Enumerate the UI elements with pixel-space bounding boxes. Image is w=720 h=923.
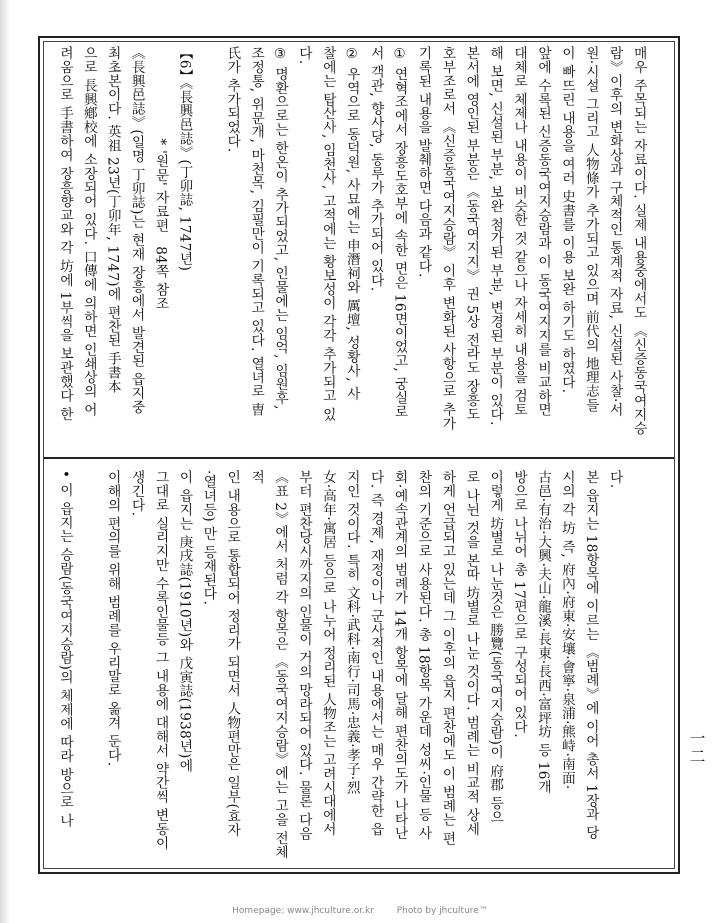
text-column: 女·高年·寓居 등으로 나누어 정리된 人物조는 고려시대에서 (319, 470, 336, 836)
text-column: 매우 주목되는 자료이다. 실제 내용중에서도 《신증동국여지승 (630, 46, 647, 436)
text-column: 이렇게 坊별로 나눈것은 勝覽(동국여지승람)이 府郡 등으 (487, 470, 504, 825)
scan-edge-shadow (0, 0, 10, 923)
text-column: 로 나뉜 것을 본따 坊별로 나눈 것이다. 범례는 비교적 상세 (463, 470, 480, 836)
text-column: 인 내용으로 통합되어 정리가 되면서 人物편만은 일부(효자 (224, 470, 241, 837)
top-text-panel (52, 46, 664, 446)
text-column: 찬의 기준으로 사용된다. 총 18항목 가운데 성씨·인물 등 사 (415, 470, 432, 840)
text-column: 앞에 수록된 신증동국여지승람과 이 동국여지지를 비교하면 (535, 46, 552, 417)
page-number: 一二 (687, 730, 706, 766)
top-vertical-text (52, 46, 650, 446)
text-column: 이 빠뜨린 내용을 여러 史書를 이용 보완 하기도 하였다. (558, 46, 575, 394)
text-column (195, 46, 219, 446)
text-column: 람》이후의 변화상과 구체적인 통계적 자료, 신설된 사찰·서 (606, 46, 623, 417)
text-column: 호부조로서 《신증동국여지승람》 이후 변화된 사항으로 추가 (439, 46, 456, 431)
text-column: 《표 2》에서 처럼 각 항목은 《동국여지승람》에는 고을 전체적 (248, 470, 289, 859)
text-column: 부터 편찬당시까지의 인물이 거의 망라되어 있다. 물론 다음 (295, 470, 312, 841)
text-column: 다. (606, 470, 623, 489)
text-column: 조정통, 위문개, 마천목, 김필만이 기록되고 있다. 열녀로 曺 (248, 46, 265, 417)
bottom-vertical-text (52, 470, 626, 866)
text-column: 다. (295, 46, 312, 65)
section-divider (44, 457, 674, 459)
text-column: 하게 언급되고 있는데 그 이후의 읍지 편찬에도 이 범례는 편 (439, 470, 456, 846)
text-column: ① 연혁조에서 장흥도호부에 속한 면은 16면이었고, 궁실로 (391, 46, 408, 419)
bottom-text-panel (52, 470, 664, 866)
text-column: * '원문' 자료편 84쪽 참조 (152, 46, 169, 311)
text-column: 찰에는 탑산사, 임천사, 고적에는 황보성이 각각 추가되고 있 (319, 46, 336, 422)
text-column: 최초본이다. 英祖 23년(丁卯年, 1747)에 편찬된 手書本 (104, 46, 121, 394)
text-column: 으로 長興鄕校에 소장되어 있다. 口傳에 의하면 인쇄상의 어 (80, 46, 97, 417)
text-column: ② 우역으로 동덕원, 사묘에는 申潛祠와 厲壇, 성황사, 사 (343, 46, 360, 401)
footer-homepage[interactable]: Homepage: www.jhculture.or.kr (232, 906, 374, 916)
text-column: 해 보면, 신설된 부분, 보완 첨가된 부분, 변경된 부분이 있다. (487, 46, 504, 426)
text-column: 회·예속관계의 범례가 14개 항목에 달해 편찬의도가 나타난 (391, 470, 408, 840)
text-column: 氏가 추가되었다. (224, 46, 241, 153)
text-column: • 이 읍지는 승람(동국여지승람)의 체제에 따라 방으로 나 (56, 470, 73, 828)
text-column: 생긴다. (128, 470, 145, 517)
text-column: 【6】《長興邑誌》(丁卯誌, 1747년) (176, 46, 193, 272)
text-column: 시의 각 坊 즉, 府內·府東·安壤·會寧·泉浦·熊峙·南面· (558, 470, 575, 790)
text-column (76, 470, 100, 866)
text-column: 이해의 편의를 위해 범례를 우리말로 옮겨 둔다. (104, 470, 121, 767)
text-column: 본서에 영인된 부분은 《동국여지지》 권 5상 전라도 장흥도 (463, 46, 480, 421)
footer-photo-credit: Photo by jhculture™ (396, 906, 488, 916)
text-column: 본 읍지는 18항목에 이르는 《범례》에 이어 총서 1장과 당 (582, 470, 599, 840)
text-column: 지인 것이다. 특히 文科·武科·南行·司馬·忠義·孝子·烈 (343, 470, 360, 795)
footer (0, 906, 720, 916)
text-column: 古邑·有治·大興·夫山·龍溪·長東·長西·富坪坊 등 16개 (535, 470, 552, 794)
text-column: 려움으로 手書하여 장흥향교와 각 坊에 1부씩을 보관했다 한 (56, 46, 73, 421)
text-column: 그대로 실리지만 수록인물등 그 내용에 대해서 약간씩 변동이 (152, 470, 169, 850)
text-column: 기록된 내용을 발췌하면 다음과 같다. (415, 46, 432, 278)
text-column: 서 객관, 향사당, 동루가 추가되어 있다. (367, 46, 384, 292)
text-column: 대체로 체제나 내용이 비슷한 것 같으나 자세히 내용을 검토 (511, 46, 528, 417)
text-column: 다. 즉 경제, 재정이나 군사적인 내용에서는 매우 간략한 읍 (367, 470, 384, 836)
text-column: ③ 명환으로는 한온이 추가되었고, 인물에는 임억, 임원후, (272, 46, 289, 410)
text-column: 원·시설 그리고 人物條가 추가되고 있으며 前代의 地理志들 (582, 46, 599, 412)
text-column: 《長興邑誌》(일명 丁卯誌)는 현재 장흥에서 발견된 읍지중 (128, 46, 145, 414)
text-column: 방으로 나뉘어 총 17편으로 구성되어 있다. (511, 470, 528, 739)
text-column: 이 읍지는 庚戌誌(1910년)와 戊寅誌(1938년)에 (176, 470, 193, 773)
text-column: ·열녀등) 만 등재된다. (200, 470, 217, 606)
